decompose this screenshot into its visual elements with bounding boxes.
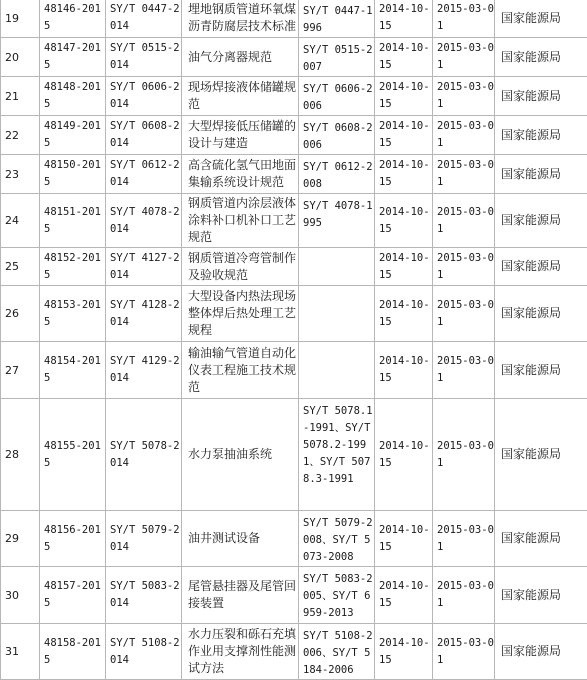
standard-title-cell: 水力压裂和砾石充填作业用支撑剂性能测试方法 [182, 624, 299, 680]
table-row [1, 77, 587, 116]
row-number-cell: 26 [1, 286, 40, 342]
table-row [1, 116, 587, 155]
registration-number-cell: 48152-2015 [40, 248, 106, 286]
effective-date-cell: 2015-03-01 [433, 0, 495, 38]
effective-date-cell: 2015-03-01 [433, 624, 495, 680]
table-row [1, 624, 587, 680]
registration-number-cell: 48155-2015 [40, 399, 106, 511]
approval-date-cell: 2014-10-15 [375, 0, 433, 38]
publisher-cell: 国家能源局 [495, 38, 587, 77]
registration-number-cell: 48154-2015 [40, 342, 106, 399]
standard-title-cell: 大型焊接低压储罐的设计与建造 [182, 116, 299, 155]
registration-number-cell: 48147-2015 [40, 38, 106, 77]
row-number-cell: 23 [1, 155, 40, 194]
standard-title-cell: 高含硫化氢气田地面集输系统设计规范 [182, 155, 299, 194]
approval-date-cell: 2014-10-15 [375, 342, 433, 399]
standard-code-cell: SY/T 4129-2014 [106, 342, 182, 399]
effective-date-cell: 2015-03-01 [433, 155, 495, 194]
row-number-cell: 22 [1, 116, 40, 155]
publisher-cell: 国家能源局 [495, 567, 587, 624]
standard-title-cell: 埋地钢质管道环氧煤沥青防腐层技术标准 [182, 0, 299, 38]
standard-code-cell: SY/T 0515-2014 [106, 38, 182, 77]
publisher-cell: 国家能源局 [495, 77, 587, 116]
table-row [1, 248, 587, 286]
replaced-standard-cell: SY/T 0608-2006 [299, 116, 375, 155]
standard-title-cell: 油井测试设备 [182, 511, 299, 567]
table-row [1, 0, 587, 38]
approval-date-cell: 2014-10-15 [375, 194, 433, 248]
table-row [1, 511, 587, 567]
replaced-standard-cell: SY/T 5108-2006、SY/T 5184-2006 [299, 624, 375, 680]
approval-date-cell: 2014-10-15 [375, 155, 433, 194]
table-row [1, 155, 587, 194]
standard-code-cell: SY/T 0447-2014 [106, 0, 182, 38]
publisher-cell: 国家能源局 [495, 511, 587, 567]
table-row [1, 38, 587, 77]
replaced-standard-cell: SY/T 0612-2008 [299, 155, 375, 194]
standard-title-cell: 钢质管道内涂层液体涂料补口机补口工艺规范 [182, 194, 299, 248]
standard-title-cell: 油气分离器规范 [182, 38, 299, 77]
standard-code-cell: SY/T 4127-2014 [106, 248, 182, 286]
registration-number-cell: 48146-2015 [40, 0, 106, 38]
replaced-standard-cell: SY/T 5083-2005、SY/T 6959-2013 [299, 567, 375, 624]
table-row [1, 286, 587, 342]
standard-title-cell: 尾管悬挂器及尾管回接装置 [182, 567, 299, 624]
standard-code-cell: SY/T 0612-2014 [106, 155, 182, 194]
effective-date-cell: 2015-03-01 [433, 567, 495, 624]
row-number-cell: 31 [1, 624, 40, 680]
approval-date-cell: 2014-10-15 [375, 116, 433, 155]
standard-title-cell: 钢质管道冷弯管制作及验收规范 [182, 248, 299, 286]
replaced-standard-cell: SY/T 5078.1-1991、SY/T 5078.2-1991、SY/T 5078.3-1991 [299, 399, 375, 511]
standard-code-cell: SY/T 0606-2014 [106, 77, 182, 116]
approval-date-cell: 2014-10-15 [375, 77, 433, 116]
standard-title-cell: 输油输气管道自动化仪表工程施工技术规范 [182, 342, 299, 399]
effective-date-cell: 2015-03-01 [433, 38, 495, 77]
publisher-cell: 国家能源局 [495, 342, 587, 399]
registration-number-cell: 48153-2015 [40, 286, 106, 342]
approval-date-cell: 2014-10-15 [375, 511, 433, 567]
publisher-cell: 国家能源局 [495, 194, 587, 248]
row-number-cell: 24 [1, 194, 40, 248]
publisher-cell: 国家能源局 [495, 399, 587, 511]
replaced-standard-cell: SY/T 4078-1995 [299, 194, 375, 248]
row-number-cell: 30 [1, 567, 40, 624]
approval-date-cell: 2014-10-15 [375, 567, 433, 624]
registration-number-cell: 48158-2015 [40, 624, 106, 680]
approval-date-cell: 2014-10-15 [375, 248, 433, 286]
row-number-cell: 29 [1, 511, 40, 567]
row-number-cell: 20 [1, 38, 40, 77]
standard-code-cell: SY/T 5079-2014 [106, 511, 182, 567]
replaced-standard-cell [299, 248, 375, 286]
standard-code-cell: SY/T 0608-2014 [106, 116, 182, 155]
publisher-cell: 国家能源局 [495, 116, 587, 155]
effective-date-cell: 2015-03-01 [433, 399, 495, 511]
effective-date-cell: 2015-03-01 [433, 194, 495, 248]
replaced-standard-cell: SY/T 5079-2008、SY/T 5073-2008 [299, 511, 375, 567]
registration-number-cell: 48149-2015 [40, 116, 106, 155]
replaced-standard-cell: SY/T 0515-2007 [299, 38, 375, 77]
effective-date-cell: 2015-03-01 [433, 511, 495, 567]
standard-title-cell: 现场焊接液体储罐规范 [182, 77, 299, 116]
standard-code-cell: SY/T 5108-2014 [106, 624, 182, 680]
row-number-cell: 21 [1, 77, 40, 116]
standard-code-cell: SY/T 5078-2014 [106, 399, 182, 511]
effective-date-cell: 2015-03-01 [433, 286, 495, 342]
table-body [1, 0, 587, 680]
registration-number-cell: 48151-2015 [40, 194, 106, 248]
replaced-standard-cell: SY/T 0447-1996 [299, 0, 375, 38]
row-number-cell: 28 [1, 399, 40, 511]
effective-date-cell: 2015-03-01 [433, 248, 495, 286]
publisher-cell: 国家能源局 [495, 248, 587, 286]
standard-title-cell: 水力泵抽油系统 [182, 399, 299, 511]
effective-date-cell: 2015-03-01 [433, 342, 495, 399]
approval-date-cell: 2014-10-15 [375, 399, 433, 511]
table-row [1, 567, 587, 624]
effective-date-cell: 2015-03-01 [433, 116, 495, 155]
replaced-standard-cell [299, 342, 375, 399]
effective-date-cell: 2015-03-01 [433, 77, 495, 116]
publisher-cell: 国家能源局 [495, 286, 587, 342]
publisher-cell: 国家能源局 [495, 155, 587, 194]
registration-number-cell: 48148-2015 [40, 77, 106, 116]
registration-number-cell: 48156-2015 [40, 511, 106, 567]
publisher-cell: 国家能源局 [495, 624, 587, 680]
replaced-standard-cell [299, 286, 375, 342]
standard-code-cell: SY/T 5083-2014 [106, 567, 182, 624]
approval-date-cell: 2014-10-15 [375, 38, 433, 77]
table-row [1, 399, 587, 511]
registration-number-cell: 48150-2015 [40, 155, 106, 194]
approval-date-cell: 2014-10-15 [375, 624, 433, 680]
standard-code-cell: SY/T 4128-2014 [106, 286, 182, 342]
standard-title-cell: 大型设备内热法现场整体焊后热处理工艺规程 [182, 286, 299, 342]
row-number-cell: 27 [1, 342, 40, 399]
row-number-cell: 25 [1, 248, 40, 286]
publisher-cell: 国家能源局 [495, 0, 587, 38]
table-row [1, 342, 587, 399]
row-number-cell: 19 [1, 0, 40, 38]
standard-code-cell: SY/T 4078-2014 [106, 194, 182, 248]
registration-number-cell: 48157-2015 [40, 567, 106, 624]
table-row [1, 194, 587, 248]
approval-date-cell: 2014-10-15 [375, 286, 433, 342]
replaced-standard-cell: SY/T 0606-2006 [299, 77, 375, 116]
